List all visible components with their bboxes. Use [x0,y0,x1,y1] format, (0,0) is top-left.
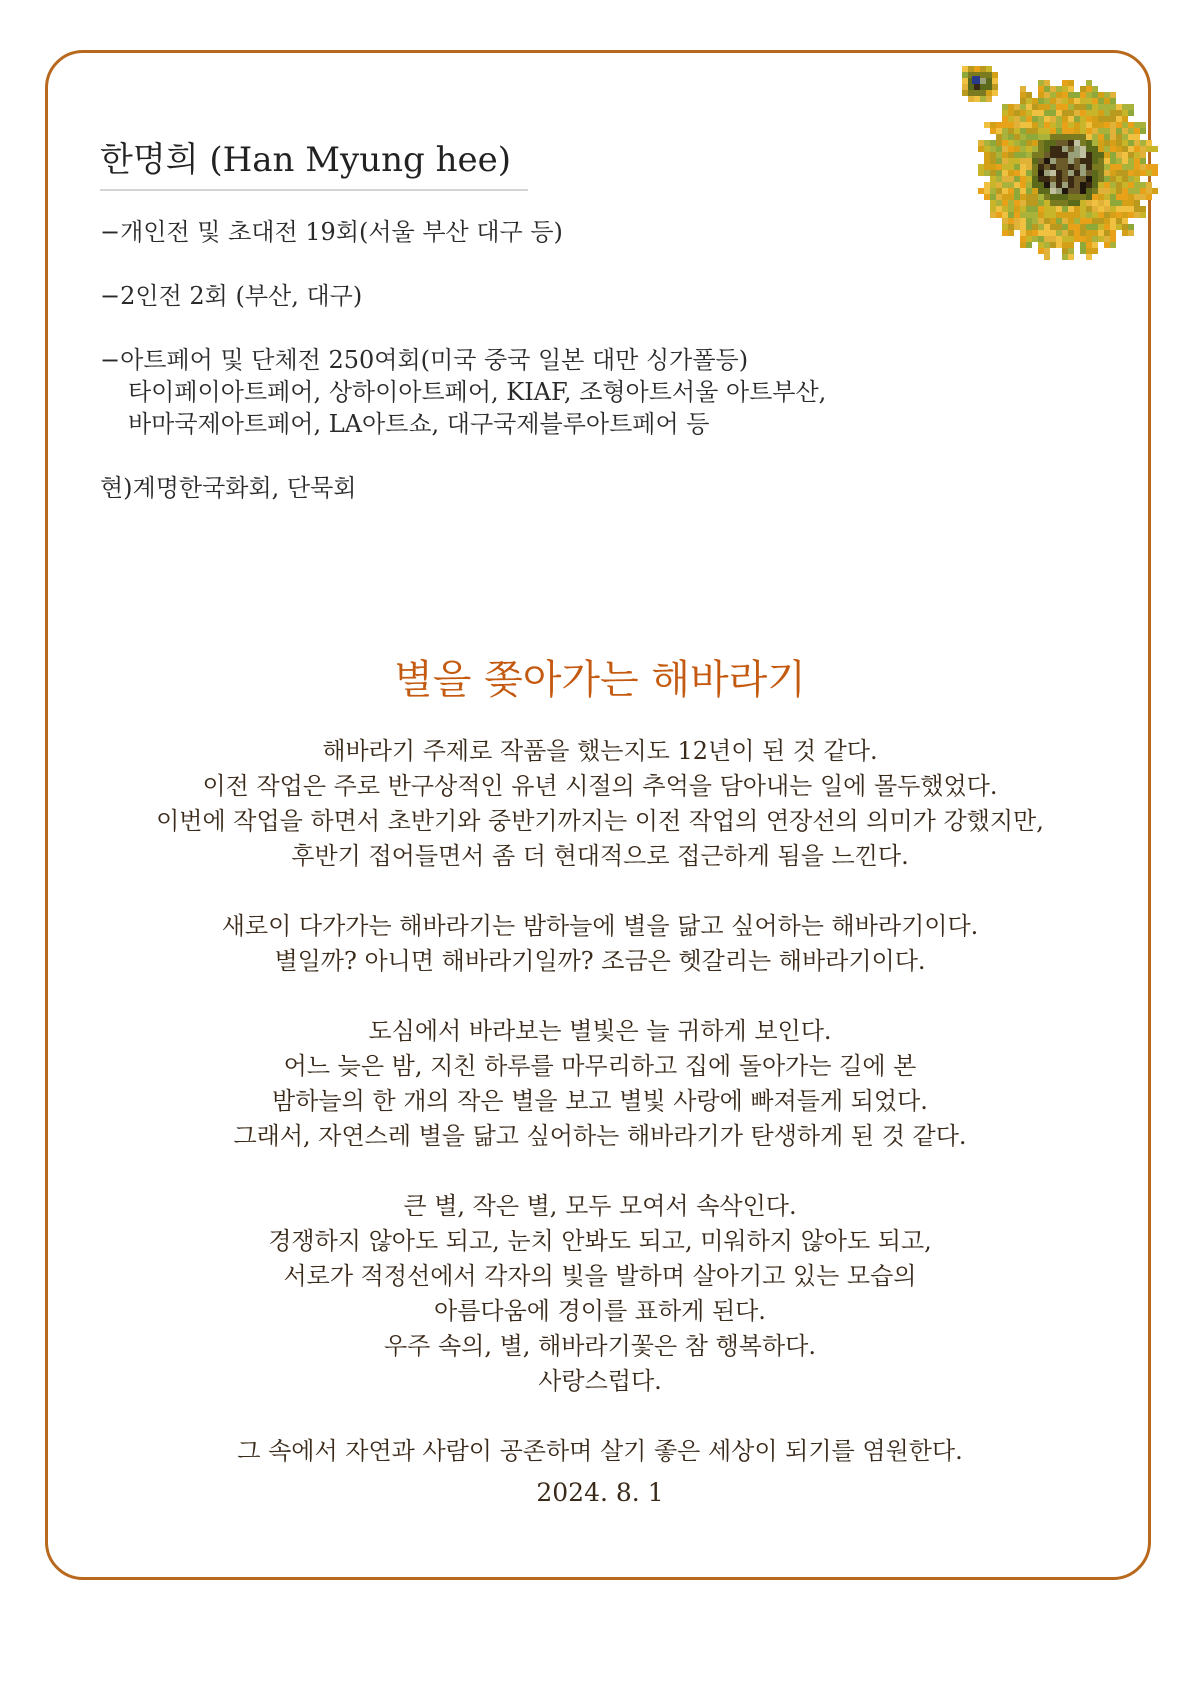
bio-line: 타이페이아트페어, 상하이아트페어, KIAF, 조형아트서울 아트부산, [128,378,827,406]
essay-body [60,734,1140,1469]
bio-spacer [100,440,826,472]
essay-line: 이번에 작업을 하면서 초반기와 중반기까지는 이전 작업의 연장선의 의미가 강했지만, [156,807,1044,835]
sunflower-artwork-image [940,58,1160,298]
artist-name: 한명희 (Han Myung hee) [100,140,512,180]
essay-line: 큰 별, 작은 별, 모두 모여서 속삭인다. [403,1192,797,1220]
essay-spacer [60,874,1140,909]
essay-spacer [60,1154,1140,1189]
essay-date: 2024. 8. 1 [536,1478,664,1507]
essay-line: 도심에서 바라보는 별빛은 늘 귀하게 보인다. [368,1017,832,1045]
essay-spacer [60,1399,1140,1434]
name-divider [100,189,528,191]
essay-line: 해바라기 주제로 작품을 했는지도 12년이 된 것 같다. [322,737,878,765]
essay-line: 밤하늘의 한 개의 작은 별을 보고 별빛 사랑에 빠져들게 되었다. [272,1087,928,1115]
bio-spacer [100,312,826,344]
essay-line: 그래서, 자연스레 별을 닮고 싶어하는 해바라기가 탄생하게 된 것 같다. [233,1122,967,1150]
essay-line: 이전 작업은 주로 반구상적인 유년 시절의 추억을 담아내는 일에 몰두했었다. [202,772,998,800]
essay-line: 새로이 다가가는 해바라기는 밤하늘에 별을 닮고 싶어하는 해바라기이다. [221,912,979,940]
bio-line: −개인전 및 초대전 19회(서울 부산 대구 등) [100,218,563,246]
artist-bio [100,216,826,504]
bio-spacer [100,248,826,280]
essay-line: 우주 속의, 별, 해바라기꽃은 참 행복하다. [384,1332,816,1360]
essay-line: 서로가 적정선에서 각자의 빛을 발하며 살아기고 있는 모습의 [283,1262,917,1290]
essay-line: 별일까? 아니면 해바라기일까? 조금은 헷갈리는 해바라기이다. [274,947,926,975]
essay-line: 아름다움에 경이를 표하게 된다. [434,1297,766,1325]
essay-line: 어느 늦은 밤, 지친 하루를 마무리하고 집에 돌아가는 길에 본 [283,1052,917,1080]
essay-title: 별을 쫒아가는 해바라기 [394,657,806,703]
bio-line: 현)계명한국화회, 단묵회 [100,474,357,502]
essay-line: 그 속에서 자연과 사람이 공존하며 살기 좋은 세상이 되기를 염원한다. [237,1437,963,1465]
essay-line: 후반기 접어들면서 좀 더 현대적으로 접근하게 됨을 느낀다. [291,842,909,870]
essay-line: 경쟁하지 않아도 되고, 눈치 안봐도 되고, 미워하지 않아도 되고, [268,1227,932,1255]
bio-line: 바마국제아트페어, LA아트쇼, 대구국제블루아트페어 등 [128,410,710,438]
bio-line: −아트페어 및 단체전 250여회(미국 중국 일본 대만 싱가폴등) [100,346,749,374]
essay-spacer [60,979,1140,1014]
bio-line: −2인전 2회 (부산, 대구) [100,282,363,310]
essay-line: 사랑스럽다. [538,1367,662,1395]
